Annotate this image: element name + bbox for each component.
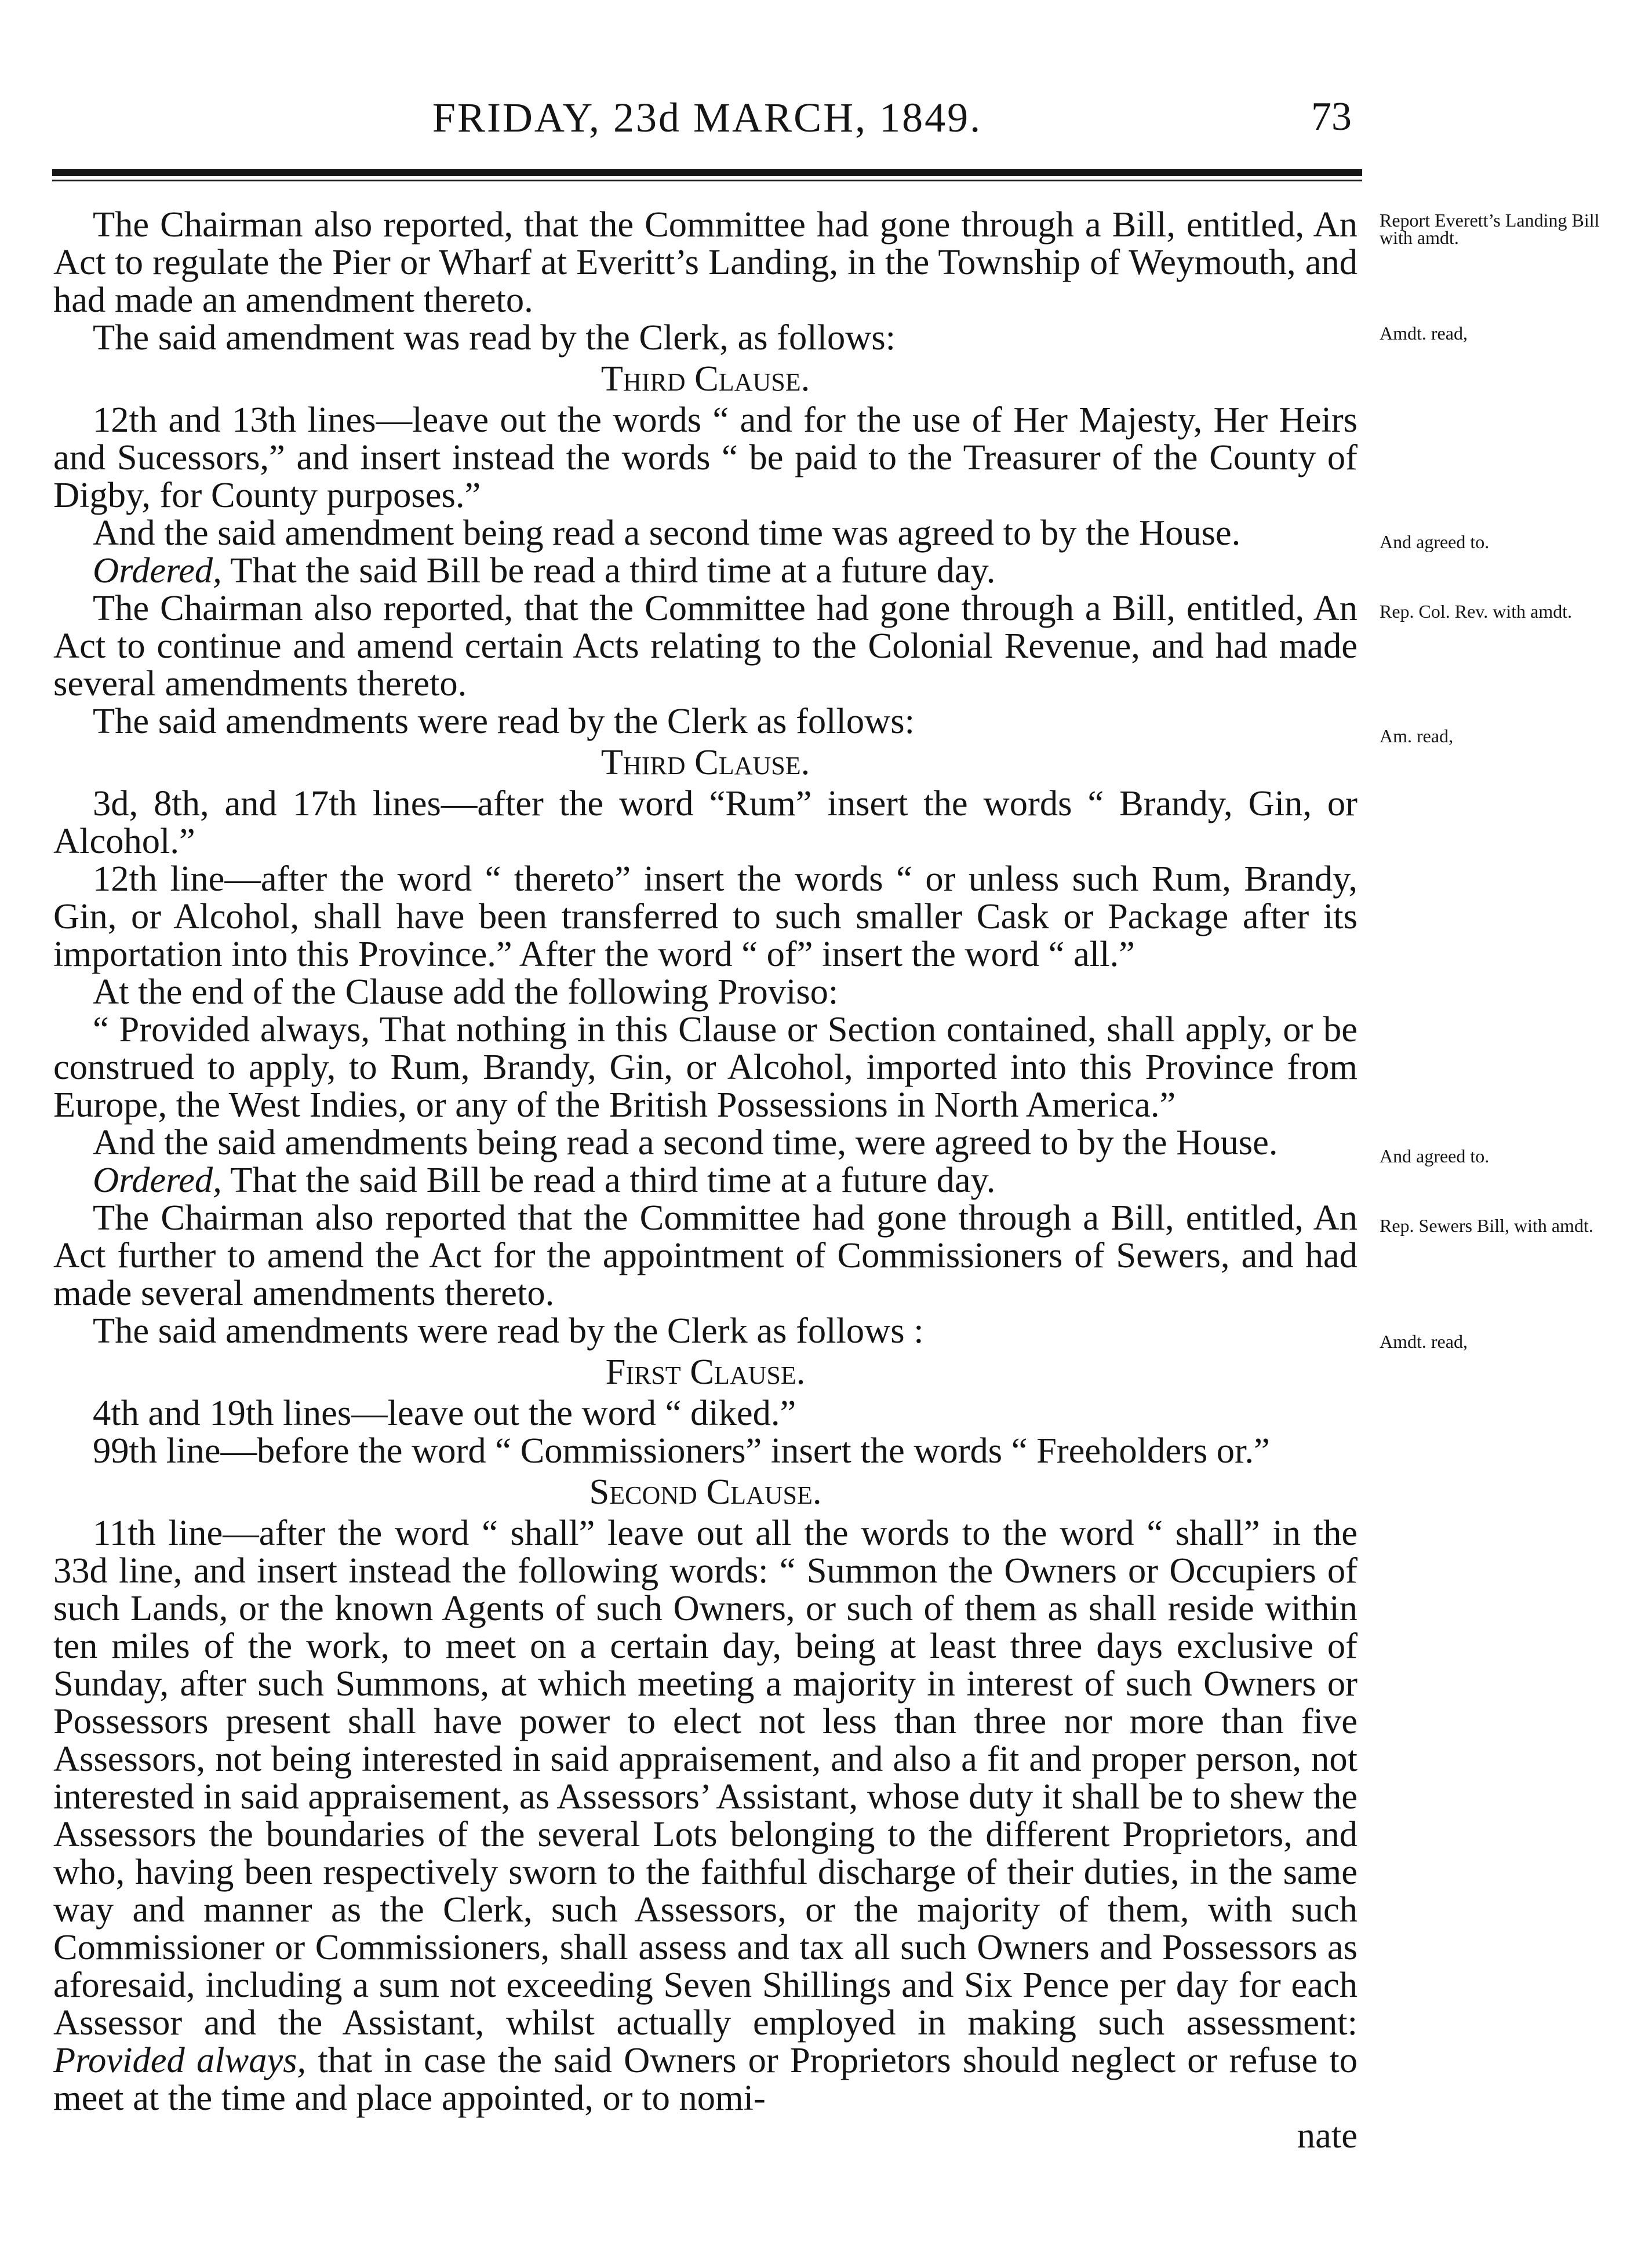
provided-always-italic: Provided always, [53,2040,307,2080]
long-amendment-text: 11th line—after the word “ shall” leave out all the words to the word “ shall” in the 33d line, and insert instead the following words: “ Summon the Owners or Occupiers of such Lands, or the known Agents of such Owners, or such of them as shall reside within ten miles of the work, to meet on a certain day, being at least three days exclusive of Sunday, after such Summons, at which meeting a majority in interest of such Owners or Possessors present shall have power to elect not less than three nor more than five Assessors, not being interested in said appraisement, and also a fit and proper person, not interested in said appraisement, as Assessors’ Assistant, whose duty it shall be to shew the Assessors the boundaries of the several Lots belonging to the different Proprietors, and who, having been respectively sworn to the faithful discharge of their duties, in the same way and manner as the Clerk, such Assessors, or the majority of them, with such Commissioner or Commissioners, shall assess and tax all such Owners and Possessors as aforesaid, including a sum not exceeding Seven Shillings and Six Pence per day for each Assessor and the Assistant, whilst actually employed in making such assessment: [53,1512,1358,2043]
paragraph-amendment-text: 4th and 19th lines—leave out the word “ diked.” [93,1392,796,1433]
margin-note: Am. read, [1380,725,1454,746]
margin-note: And agreed to. [1380,531,1490,552]
margin-note: Amdt. read, [1380,323,1468,344]
margin-note: Report Everett’s Landing Bill with amdt. [1380,210,1600,248]
paragraph-agreed: And the said amendments being read a second time, were agreed to by the House. [93,1122,1278,1162]
catchword: nate [1297,2115,1358,2156]
margin-note: And agreed to. [1380,1146,1490,1166]
body-text [53,206,1358,2154]
paragraph-sewers-report: The Chairman also reported that the Committee had gone through a Bill, entitled, An Act further to amend the Act for the appointment of Commissioners of Sewers, and had made several amendments thereto. [53,1197,1358,1313]
paragraph-agreed: And the said amendment being read a second time was agreed to by the House. [93,512,1241,553]
long-amendment-continuation: that in case the said Owners or Proprietors should neglect or refuse to meet at the time and place appointed, or to nomi- [53,2040,1358,2118]
clause-heading: Third Clause. [601,358,810,399]
paragraph-proviso: “ Provided always, That nothing in this Clause or Section contained, shall apply, or be construed to apply, to Rum, Brandy, Gin, or Alcohol, imported into this Province from Europe, the West Indies, or any of the British Possessions in North America.” [53,1009,1358,1125]
paragraph-revenue-report: The Chairman also reported, that the Committee had gone through a Bill, entitled, An Act to continue and amend certain Acts relating to the Colonial Revenue, and had made several amendments thereto. [53,588,1358,703]
ordered-text: That the said Bill be read a third time at a future day. [221,550,996,590]
page-header [52,87,1362,151]
paragraph-ordered [53,1161,1358,1199]
paragraph-amendment-text: 12th line—after the word “ thereto” insert the words “ or unless such Rum, Brandy, Gin, or Alcohol, shall have been transferred to such smaller Cask or Package after its importation into this Province.” After the word “ of” insert the word “ all.” [53,858,1358,974]
margin-note: Rep. Col. Rev. with amdt. [1380,601,1573,622]
margin-note: Rep. Sewers Bill, with amdt. [1380,1215,1593,1236]
paragraph-everitt-report: The Chairman also reported, that the Committee had gone through a Bill, entitled, An Act to regulate the Pier or Wharf at Everitt’s Landing, in the Township of Weymouth, and had made an amendment thereto. [53,204,1358,320]
paragraph-amendments-read: The said amendments were read by the Clerk as follows: [93,701,915,741]
header-rule-thick [52,169,1362,176]
clause-heading: Third Clause. [601,742,810,782]
paragraph-proviso-intro: At the end of the Clause add the following Proviso: [93,971,839,1012]
paragraph-amendment-read: The said amendment was read by the Clerk, as follows: [93,317,896,358]
paragraph-amendment-text: 3d, 8th, and 17th lines—after the word “Rum” insert the words “ Brandy, Gin, or Alcohol.” [53,783,1358,861]
clause-heading: First Clause. [605,1351,806,1392]
ordered-italic: Ordered, [93,550,222,590]
margin-note: Amdt. read, [1380,1331,1468,1352]
running-title: FRIDAY, 23d MARCH, 1849. [432,94,982,141]
ordered-italic: Ordered, [93,1159,222,1200]
header-rule-thin [52,180,1362,181]
clause-heading: Second Clause. [589,1471,822,1512]
paragraph-amendment-text: 99th line—before the word “ Commissioners” insert the words “ Freeholders or.” [93,1430,1270,1471]
paragraph-amendments-read: The said amendments were read by the Clerk as follows : [93,1310,924,1351]
page-number: 73 [1311,94,1352,139]
paragraph-ordered [53,552,1358,589]
paragraph-long-amendment [53,1514,1358,2117]
paragraph-amendment-text: 12th and 13th lines—leave out the words “ and for the use of Her Majesty, Her Heirs and Sucessors,” and insert instead the words “ be paid to the Treasurer of the County of Digby, for County purposes.” [53,399,1358,515]
ordered-text: That the said Bill be read a third time at a future day. [221,1159,996,1200]
